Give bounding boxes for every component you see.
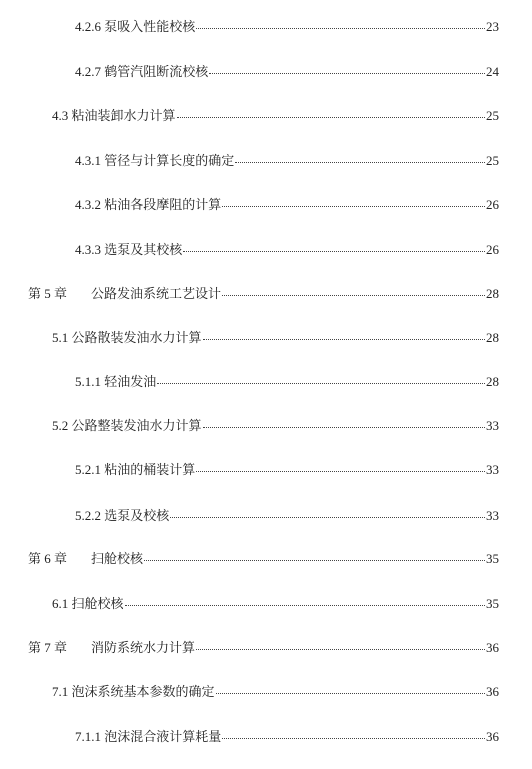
dot-leader	[170, 517, 485, 518]
toc-entry-label: 5.2 公路整装发油水力计算	[52, 418, 202, 433]
toc-entry-label: 公路发油系统工艺设计	[91, 286, 222, 301]
toc-entry-7-1-1[interactable]	[75, 729, 499, 745]
toc-page-number: 33	[486, 508, 499, 523]
toc-page-number: 25	[486, 153, 499, 168]
toc-page-number: 25	[486, 108, 499, 123]
dot-leader	[203, 339, 485, 340]
toc-page-number: 33	[486, 418, 499, 433]
toc-page-number: 35	[486, 551, 499, 566]
toc-entry-label: 扫舱校核	[91, 551, 144, 566]
dot-leader	[177, 117, 485, 118]
dot-leader	[209, 73, 485, 74]
toc-entry-4-3-1[interactable]	[75, 153, 499, 169]
toc-entry-label: 4.3.2 粘油各段摩阻的计算	[75, 197, 222, 212]
toc-entry-label: 5.2.2 选泵及校核	[75, 508, 170, 523]
dot-leader	[222, 738, 485, 739]
toc-entry-6-1[interactable]	[52, 596, 499, 612]
toc-entry-label: 4.3.3 选泵及其校核	[75, 242, 183, 257]
toc-entry-label: 4.2.7 鹤管汽阻断流校核	[75, 64, 209, 79]
dot-leader	[196, 649, 485, 650]
toc-entry-label: 消防系统水力计算	[91, 640, 196, 655]
dot-leader	[183, 251, 485, 252]
dot-leader	[203, 427, 485, 428]
toc-page-number: 23	[486, 19, 499, 34]
toc-page-number: 36	[486, 640, 499, 655]
toc-entry-5-2-1[interactable]	[75, 462, 499, 478]
dot-leader	[157, 383, 485, 384]
toc-entry-label: 4.3 粘油装卸水力计算	[52, 108, 176, 123]
dot-leader	[125, 605, 485, 606]
toc-chapter-number: 第 7 章	[28, 640, 68, 655]
toc-entry-5-2-2[interactable]	[75, 508, 499, 524]
toc-page-number: 28	[486, 374, 499, 389]
toc-chapter-number: 第 5 章	[28, 286, 68, 301]
toc-entry-label: 7.1 泡沫系统基本参数的确定	[52, 684, 215, 699]
toc-entry-4-2-7[interactable]	[75, 64, 499, 80]
dot-leader	[196, 471, 485, 472]
dot-leader	[222, 295, 485, 296]
toc-entry-label: 7.1.1 泡沫混合液计算耗量	[75, 729, 222, 744]
dot-leader	[144, 560, 485, 561]
toc-page-number: 26	[486, 242, 499, 257]
toc-entry-5-2[interactable]	[52, 418, 499, 434]
toc-chapter-number: 第 6 章	[28, 551, 68, 566]
toc-entry-4-3[interactable]	[52, 108, 499, 124]
toc-entry-5-1-1[interactable]	[75, 374, 499, 390]
dot-leader	[235, 162, 485, 163]
toc-entry-label: 5.1 公路散装发油水力计算	[52, 330, 202, 345]
toc-entry-label: 6.1 扫舱校核	[52, 596, 124, 611]
toc-entry-4-3-2[interactable]	[75, 197, 499, 213]
toc-entry-label: 5.2.1 粘油的桶装计算	[75, 462, 196, 477]
toc-entry-label: 4.2.6 泵吸入性能校核	[75, 19, 196, 34]
toc-entry-chapter-5[interactable]	[28, 286, 499, 302]
toc-page-number: 24	[486, 64, 499, 79]
toc-entry-4-2-6[interactable]	[75, 19, 499, 35]
dot-leader	[196, 28, 485, 29]
dot-leader	[222, 206, 485, 207]
toc-page-number: 36	[486, 729, 499, 744]
toc-page-number: 28	[486, 330, 499, 345]
toc-page-number: 26	[486, 197, 499, 212]
toc-page-number: 33	[486, 462, 499, 477]
toc-entry-4-3-3[interactable]	[75, 242, 499, 258]
toc-page-number: 28	[486, 286, 499, 301]
toc-entry-chapter-7[interactable]	[28, 640, 499, 656]
toc-entry-7-1[interactable]	[52, 684, 499, 700]
toc-entry-chapter-6[interactable]	[28, 551, 499, 567]
toc-entry-5-1[interactable]	[52, 330, 499, 346]
toc-entry-label: 4.3.1 管径与计算长度的确定	[75, 153, 235, 168]
toc-entry-label: 5.1.1 轻油发油	[75, 374, 157, 389]
toc-page-number: 36	[486, 684, 499, 699]
dot-leader	[216, 693, 485, 694]
toc-page-number: 35	[486, 596, 499, 611]
